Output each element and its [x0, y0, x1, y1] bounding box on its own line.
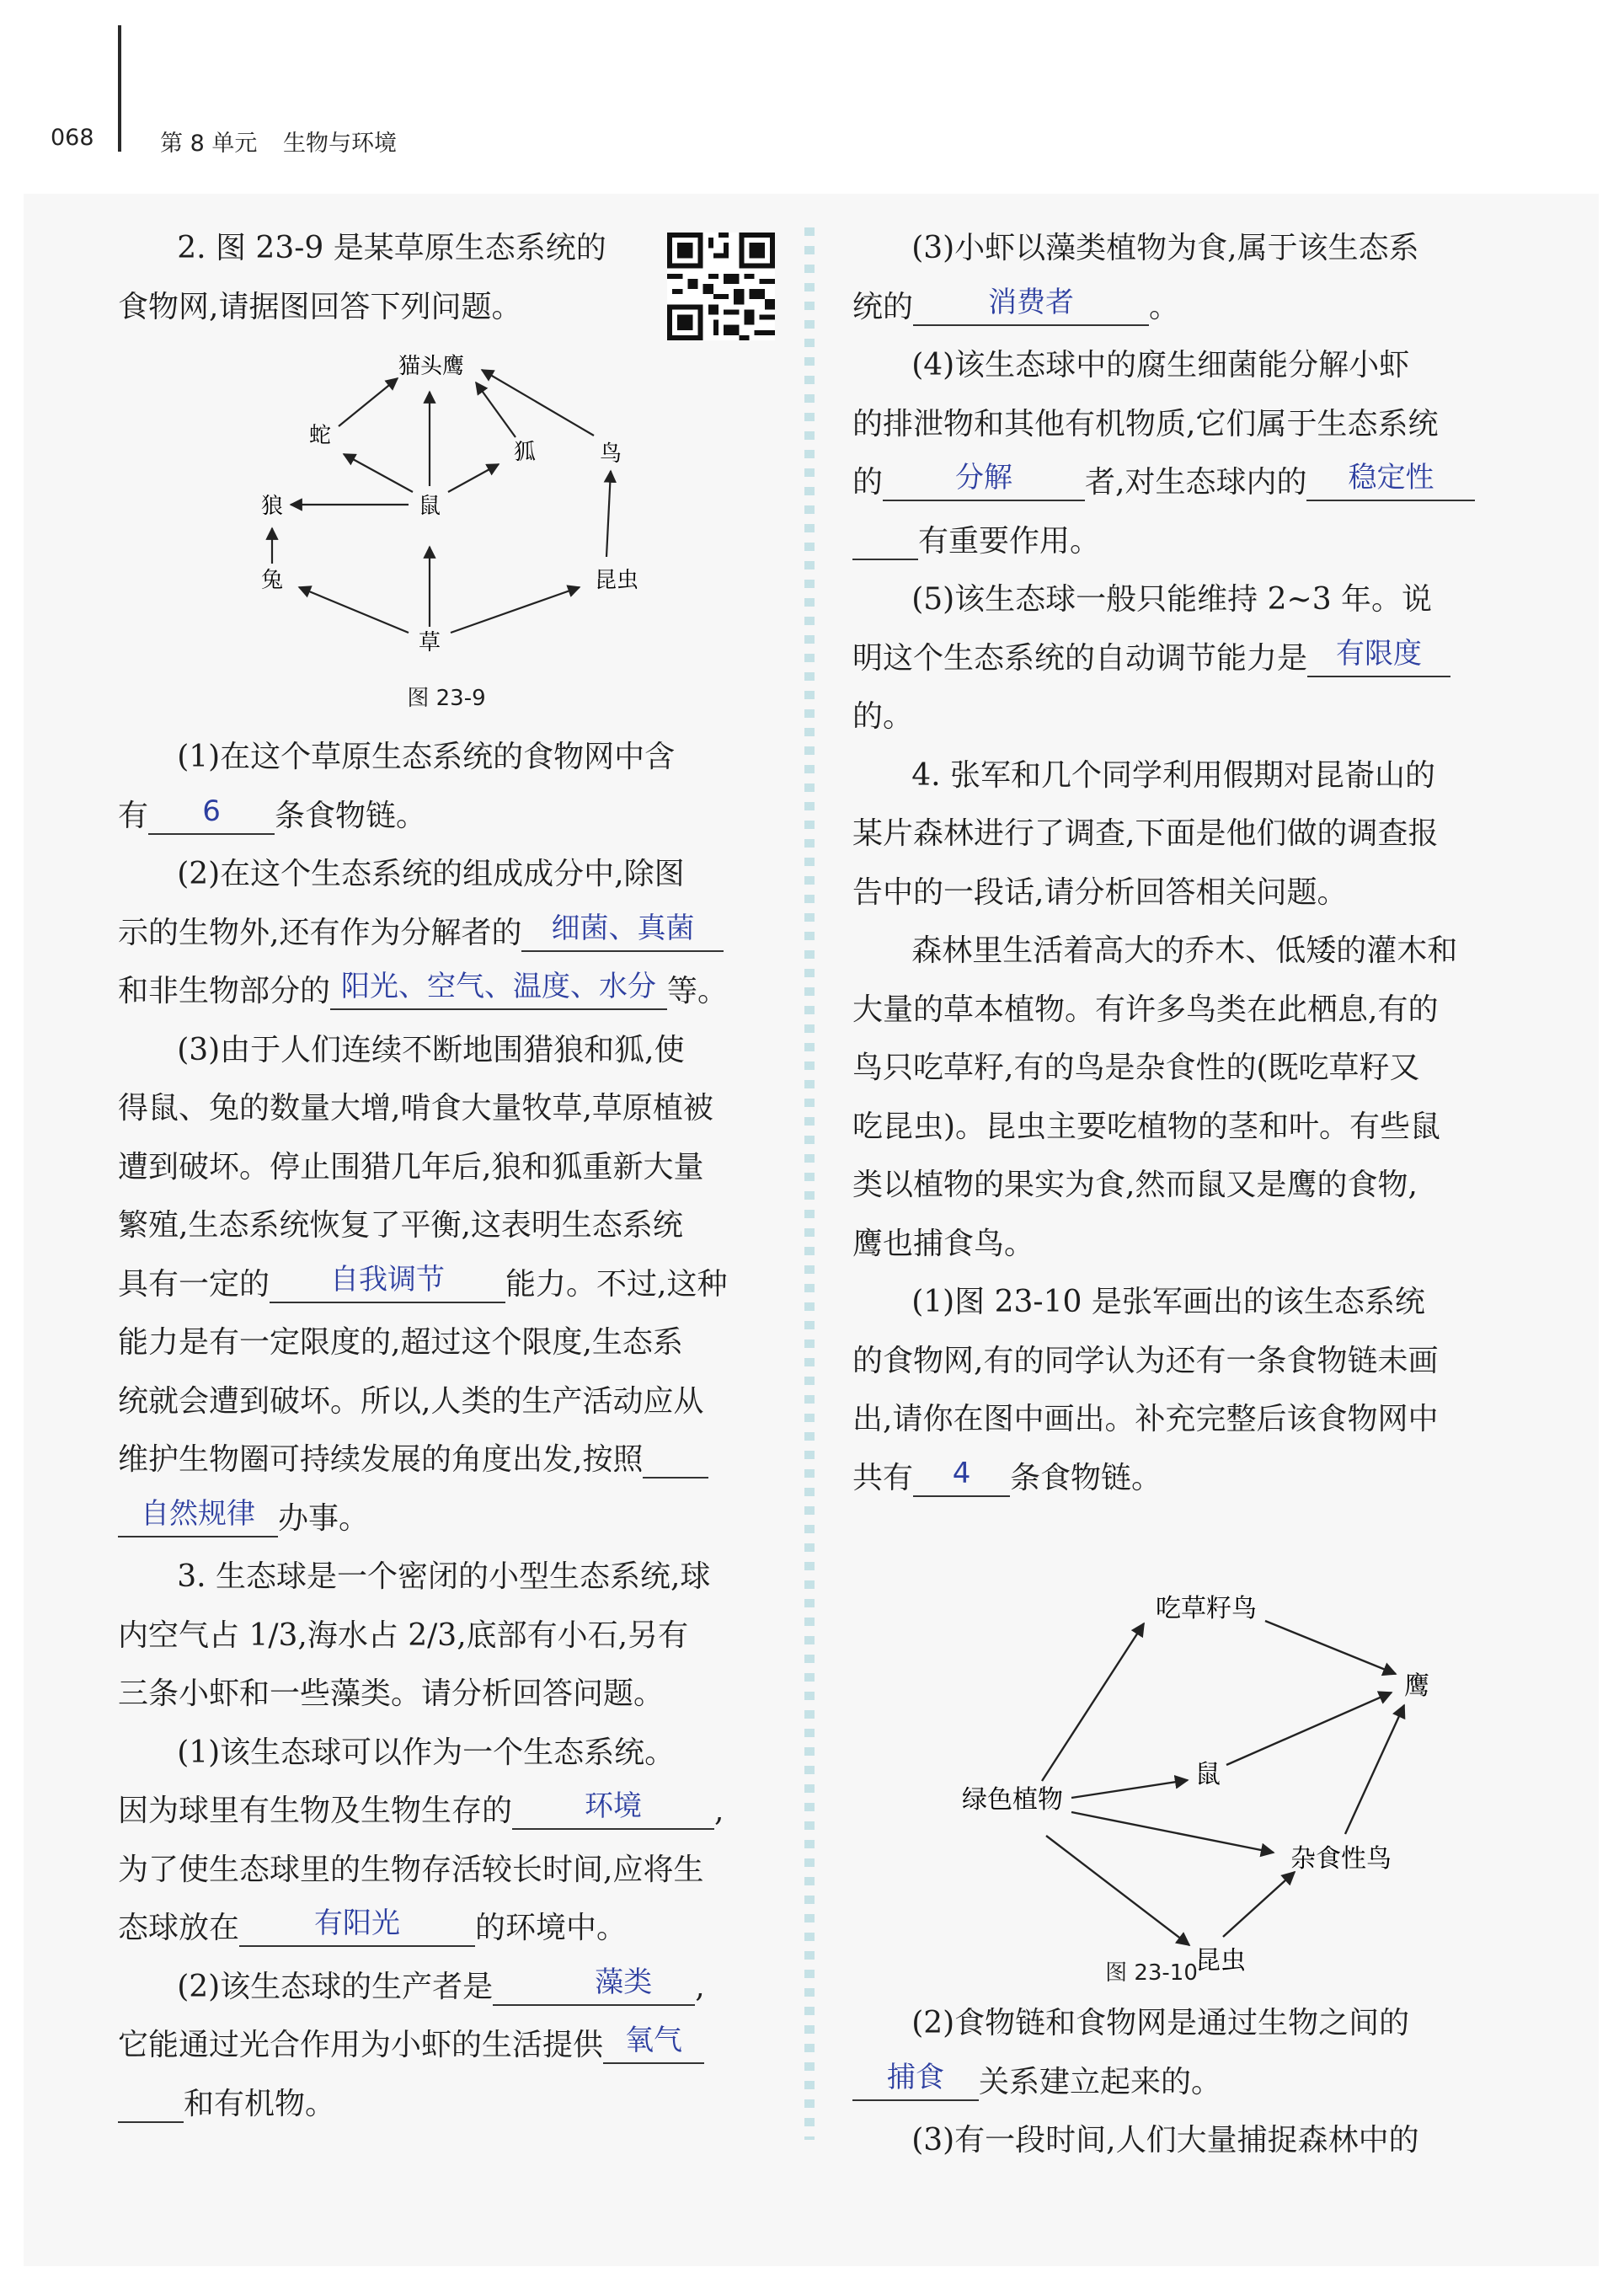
q3-4-line1: (4)该生态球中的腐生细菌能分解小虾	[911, 348, 1410, 382]
q3-1-text2: 态球放在	[118, 1911, 240, 1945]
q2-3-line3: 遭到破坏。停止围猎几年后,狼和狐重新大量	[118, 1149, 704, 1184]
arrow-plants-mouse	[1071, 1780, 1188, 1798]
q3-2-post: 和有机物。	[184, 2086, 336, 2121]
q4-2-post: 关系建立起来的。	[979, 2064, 1222, 2099]
q3-1-line2	[118, 1782, 775, 1841]
left-column	[118, 219, 775, 2133]
qr-code-icon[interactable]	[667, 233, 775, 340]
q2-3-line6: 能力是有一定限度的,超过这个限度,生态系	[118, 1325, 683, 1360]
q2-3-line1: (3)由于人们连续不断地围猎狼和狐,使	[177, 1032, 685, 1067]
answer-blank-natural-law-tail	[643, 1443, 708, 1479]
answer-food-chains: 6	[202, 794, 221, 828]
answer-blank-natural-law[interactable]	[118, 1496, 278, 1537]
q4-2-line2	[852, 2053, 1518, 2112]
node-snake: 蛇	[308, 423, 332, 448]
answer-blank-oxygen[interactable]	[603, 2024, 704, 2064]
node-owl: 猫头鹰	[398, 354, 465, 379]
q2-2-post: 等。	[667, 974, 729, 1008]
answer-blank-decomposers[interactable]	[521, 911, 724, 952]
q3-4-text2: 者,对生态球内的	[1085, 465, 1307, 500]
answer-stability: 稳定性	[1348, 461, 1434, 495]
q2-2-text: 示的生物外,还有作为分解者的	[118, 915, 522, 950]
figure-23-9	[118, 336, 775, 669]
q4-passage-line1: 森林里生活着高大的乔木、低矮的灌木和	[911, 933, 1458, 968]
q3-4-line3	[852, 453, 1518, 512]
answer-environment: 环境	[585, 1789, 643, 1823]
q3-intro-line2: 内空气占 1/3,海水占 2/3,底部有小石,另有	[118, 1618, 689, 1653]
answer-blank-chain-count[interactable]	[913, 1456, 1010, 1497]
node-mouse: 鼠	[418, 494, 441, 519]
q2-3-line8	[118, 1430, 775, 1489]
q3-1-text: 因为球里有生物及生物生存的	[118, 1794, 513, 1828]
q2-2-line3	[118, 962, 775, 1021]
q3-2-line2	[118, 2016, 775, 2075]
answer-abiotic: 阳光、空气、温度、水分	[341, 970, 657, 1003]
q4-passage-line3: 鸟只吃草籽,有的鸟是杂食性的(既吃草籽又	[852, 1051, 1420, 1085]
arrow-insect-bird	[606, 471, 611, 557]
q2-3-text: 具有一定的	[118, 1266, 270, 1302]
answer-blank-food-chains[interactable]	[148, 794, 275, 835]
answer-limited: 有限度	[1336, 636, 1423, 671]
q3-intro-line1: 3. 生态球是一个密闭的小型生态系统,球	[177, 1559, 711, 1594]
q2-1-line2	[118, 787, 775, 846]
q2-1-pre: 有	[118, 798, 149, 833]
node-fox: 狐	[513, 440, 537, 465]
q4-intro-line2: 某片森林进行了调查,下面是他们做的调查报	[852, 816, 1439, 851]
q3-2-text2: 它能通过光合作用为小虾的生活提供	[118, 2028, 604, 2062]
node-bird: 鸟	[599, 441, 622, 467]
node-seed-bird: 吃草籽鸟	[1156, 1594, 1257, 1623]
q2-3-line7: 统就会遭到破坏。所以,人类的生产活动应从	[118, 1383, 704, 1419]
q2-3-line2: 得鼠、兔的数量大增,啃食大量牧草,草原植被	[118, 1091, 713, 1126]
answer-predation: 捕食	[887, 2060, 944, 2094]
answer-blank-predation[interactable]	[852, 2060, 979, 2101]
q3-2-comma: ,	[695, 1969, 705, 2004]
q3-1-comma: ,	[714, 1794, 724, 1828]
answer-oxygen: 氧气	[625, 2024, 683, 2057]
answer-chain-count: 4	[952, 1456, 971, 1490]
q4-1-line4	[852, 1449, 1518, 1508]
arrow-bird-owl	[482, 370, 594, 436]
q3-2-text: (2)该生态球的生产者是	[177, 1969, 494, 2004]
q2-3-post: 办事。	[278, 1500, 370, 1536]
arrow-plants-insect	[1046, 1836, 1189, 1945]
q2-3-text3: 维护生物圈可持续发展的角度出发,按照	[118, 1442, 644, 1477]
answer-blank-abiotic[interactable]	[330, 970, 667, 1010]
answer-blank-producer[interactable]	[493, 1965, 695, 2006]
q3-3-line2	[852, 278, 1518, 337]
q3-4-text: 的	[852, 465, 884, 500]
answer-producer: 藻类	[595, 1965, 653, 1999]
arrow-fox-owl	[476, 382, 516, 437]
arrow-grass-rabbit	[299, 587, 409, 633]
figure-23-10-caption: 图 23-10	[1105, 1960, 1198, 1986]
answer-blank-limited[interactable]	[1307, 636, 1450, 677]
arrow-plants-omnibird	[1071, 1812, 1274, 1853]
answer-decompose: 分解	[955, 461, 1013, 495]
node-mouse-2: 鼠	[1195, 1760, 1221, 1789]
q2-3-line4: 繁殖,生态系统恢复了平衡,这表明生态系统	[118, 1208, 683, 1243]
q4-intro-line3: 告中的一段话,请分析回答相关问题。	[852, 874, 1348, 910]
arrow-seedbird-eagle	[1265, 1621, 1396, 1674]
q4-3-line1: (3)有一段时间,人们大量捕捉森林中的	[911, 2123, 1419, 2158]
q2-3-text2: 能力。不过,这种	[505, 1266, 728, 1302]
q3-1-line3: 为了使生态球里的生物存活较长时间,应将生	[118, 1852, 704, 1887]
q2-intro-line1: 2. 图 23-9 是某草原生态系统的	[177, 231, 606, 265]
arrow-snake-owl	[339, 378, 398, 426]
q4-passage-line6: 鹰也捕食鸟。	[852, 1226, 1035, 1261]
page-number: 068	[51, 125, 94, 151]
arrow-mouse-fox	[448, 464, 499, 492]
answer-consumer: 消费者	[988, 285, 1075, 319]
q4-intro-line1: 4. 张军和几个同学利用假期对昆嵛山的	[911, 757, 1435, 793]
answer-blank-decompose[interactable]	[883, 461, 1085, 501]
q3-intro-line3: 三条小虾和一些藻类。请分析回答问题。	[118, 1676, 665, 1711]
q4-2-line1: (2)食物链和食物网是通过生物之间的	[911, 2006, 1410, 2040]
q3-3-text: 统的	[852, 289, 914, 324]
q4-1-line3: 出,请你在图中画出。补充完整后该食物网中	[852, 1402, 1439, 1436]
figure-23-9-caption: 图 23-9	[407, 686, 486, 711]
answer-blank-stability-tail	[852, 525, 918, 560]
q4-1-post: 条食物链。	[1010, 1460, 1162, 1495]
node-wolf: 狼	[260, 494, 284, 519]
q2-3-line9	[118, 1489, 775, 1548]
unit-title: 生物与环境	[283, 131, 397, 157]
q3-1-post: 的环境中。	[475, 1911, 628, 1945]
answer-blank-environment[interactable]	[512, 1789, 714, 1830]
answer-sunlight: 有阳光	[314, 1906, 401, 1940]
figure-23-10	[852, 1507, 1518, 1979]
node-plants: 绿色植物	[962, 1785, 1063, 1815]
q2-intro-line2: 食物网,请据图回答下列问题。	[118, 289, 522, 324]
arrow-insect-omnibird	[1223, 1872, 1295, 1937]
q4-passage-line2: 大量的草本植物。有许多鸟类在此栖息,有的	[852, 992, 1439, 1027]
node-omni-bird: 杂食性鸟	[1290, 1844, 1392, 1874]
q3-5-line3: 的。	[852, 699, 914, 734]
arrow-grass-insect	[451, 587, 580, 633]
answer-blank-consumer[interactable]	[913, 285, 1149, 326]
q3-1-line4	[118, 1899, 775, 1958]
arrow-mouse-snake	[344, 454, 413, 492]
q3-2-line1	[118, 1958, 775, 2017]
q3-3-line1: (3)小虾以藻类植物为食,属于该生态系	[911, 231, 1419, 265]
node-eagle: 鹰	[1404, 1671, 1429, 1701]
q3-4-line4	[852, 512, 1518, 571]
q2-2-line2	[118, 904, 775, 963]
column-divider	[804, 227, 815, 2140]
q3-3-post: 。	[1149, 289, 1180, 324]
q4-passage-line5: 类以植物的果实为食,然而鼠又是鹰的食物,	[852, 1168, 1418, 1202]
q3-1-line1: (1)该生态球可以作为一个生态系统。	[177, 1735, 676, 1770]
q3-2-line3	[118, 2075, 775, 2134]
answer-blank-stability[interactable]	[1306, 461, 1475, 501]
q3-5-line1: (5)该生态球一般只能维持 2~3 年。说	[911, 582, 1433, 617]
answer-blank-sunlight[interactable]	[239, 1906, 475, 1947]
q3-4-line2: 的排泄物和其他有机物质,它们属于生态系统	[852, 406, 1439, 441]
q2-3-line5	[118, 1255, 775, 1314]
answer-blank-self-regulation[interactable]	[270, 1262, 505, 1303]
unit-label: 第 8 单元	[160, 131, 258, 157]
answer-blank-oxygen-tail	[118, 2088, 184, 2123]
q4-1-line2: 的食物网,有的同学认为还有一条食物链未画	[852, 1343, 1439, 1378]
q4-passage-line4: 吃昆虫)。昆虫主要吃植物的茎和叶。有些鼠	[852, 1109, 1441, 1144]
arrow-omnibird-eagle	[1345, 1705, 1404, 1834]
arrow-mouse-eagle	[1226, 1692, 1392, 1765]
right-column	[852, 219, 1518, 2170]
q4-1-text: 共有	[852, 1460, 914, 1495]
q4-1-line1: (1)图 23-10 是张军画出的该生态系统	[911, 1285, 1425, 1319]
answer-natural-law: 自然规律	[141, 1496, 255, 1531]
q3-5-text: 明这个生态系统的自动调节能力是	[852, 640, 1308, 676]
answer-decomposers: 细菌、真菌	[551, 911, 695, 945]
q2-1-post: 条食物链。	[275, 798, 427, 833]
node-insect: 昆虫	[594, 568, 639, 593]
q2-1-line1: (1)在这个草原生态系统的食物网中含	[177, 740, 676, 774]
node-rabbit: 兔	[260, 568, 284, 593]
q3-5-line2	[852, 629, 1518, 688]
arrow-plants-seedbird	[1042, 1623, 1144, 1781]
node-insect-2: 昆虫	[1195, 1946, 1246, 1976]
answer-self-regulation: 自我调节	[330, 1262, 446, 1297]
q3-4-post: 有重要作用。	[918, 523, 1101, 559]
header-rule	[118, 25, 121, 152]
node-grass: 草	[418, 630, 441, 655]
q2-2-text2: 和非生物部分的	[118, 974, 331, 1008]
q2-2-line1: (2)在这个生态系统的组成成分中,除图	[177, 857, 685, 891]
